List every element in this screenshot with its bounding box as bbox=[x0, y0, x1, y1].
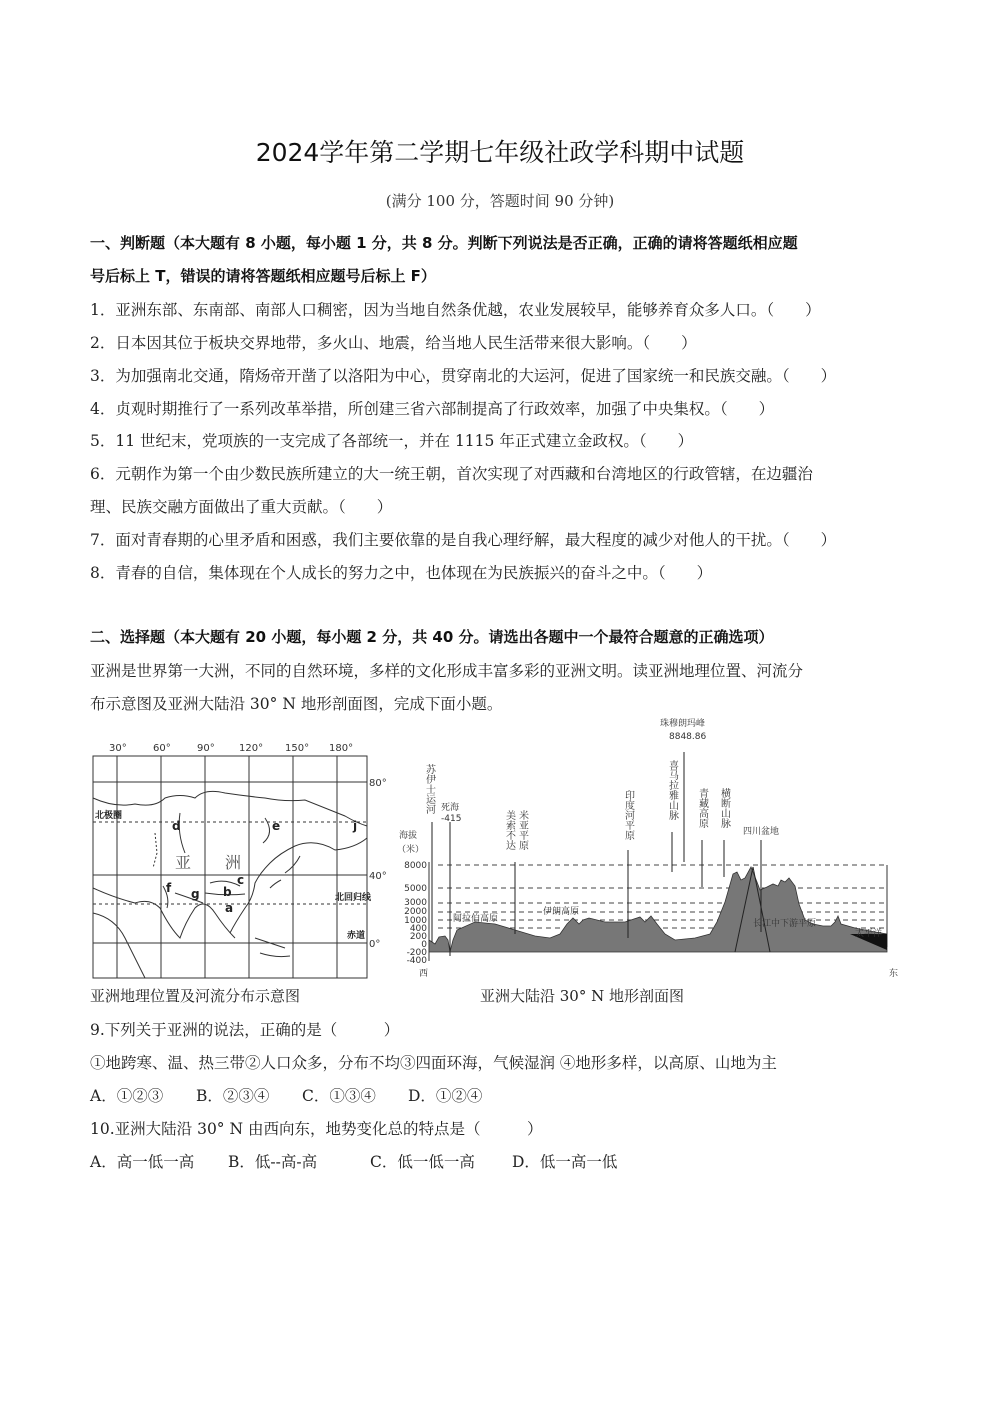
section2-intro-line1: 亚洲是世界第一大洲，不同的自然环境，多样的文化形成丰富多彩的亚洲文明。读亚洲地理位置、河流分 bbox=[90, 662, 804, 680]
question-10-option-a[interactable]: A．高一低一高 bbox=[90, 1153, 195, 1171]
y-axis-title-2: （米） bbox=[397, 845, 425, 855]
river-label-j: j bbox=[353, 819, 358, 833]
y-tick-0: 0 bbox=[421, 940, 427, 950]
river-label-c: c bbox=[237, 873, 245, 887]
exam-subtitle: (满分 100 分，答题时间 90 分钟) bbox=[385, 192, 615, 210]
iranian-plateau-label: 伊朗高原 bbox=[543, 907, 580, 917]
tropic-label: 北回归线 bbox=[335, 893, 372, 903]
coastline-africa bbox=[93, 913, 145, 978]
river-label-g: g bbox=[191, 887, 200, 901]
question-7: 7．面对青春期的心里矛盾和困惑，我们主要依靠的是自我心理纾解，最大程度的减少对他人的干扰。（ ） bbox=[90, 531, 837, 549]
lon-label-30: 30° bbox=[109, 743, 127, 754]
dead-sea-depth: -415 bbox=[441, 814, 462, 824]
pacific-label: 太平洋 bbox=[855, 929, 883, 939]
arabian-plateau-label: 阿拉伯高原 bbox=[453, 914, 499, 924]
question-9-statements: ①地跨寒、温、热三带②人口众多，分布不均③四面环海，气候湿润 ④地形多样，以高原、山地为主 bbox=[90, 1054, 777, 1072]
river-label-d: d bbox=[172, 819, 181, 833]
east-label: 东 bbox=[889, 969, 899, 979]
lon-label-150: 150° bbox=[285, 743, 310, 754]
map-caption: 亚洲地理位置及河流分布示意图 bbox=[90, 987, 301, 1005]
profile-caption: 亚洲大陆沿 30° N 地形剖面图 bbox=[480, 987, 685, 1005]
question-10-option-d[interactable]: D．低一高一低 bbox=[512, 1153, 618, 1171]
y-tick-neg200: -200 bbox=[406, 948, 427, 958]
question-3: 3．为加强南北交通，隋炀帝开凿了以洛阳为中心，贯穿南北的大运河，促进了国家统一和民族交融。（ ） bbox=[90, 367, 837, 385]
section1-heading-line1: 一、判断题（本大题有 8 小题，每小题 1 分，共 8 分。判断下列说法是否正确，正确的请将答题纸相应题 bbox=[90, 234, 798, 252]
asia-map-figure bbox=[85, 738, 395, 983]
y-tick-200: 200 bbox=[409, 932, 427, 942]
qinghai-tibet-label: 青藏高原 bbox=[696, 788, 708, 828]
river-label-b: b bbox=[223, 885, 232, 899]
lon-label-60: 60° bbox=[153, 743, 171, 754]
question-2: 2．日本因其位于板块交界地带，多火山、地震，给当地人民生活带来很大影响。（ ） bbox=[90, 334, 697, 352]
exam-title: 2024学年第二学期七年级社政学科期中试题 bbox=[255, 138, 745, 167]
question-6-line1: 6．元朝作为第一个由少数民族所建立的大一统王朝，首次实现了对西藏和台湾地区的行政管辖，在边疆治 bbox=[90, 465, 813, 483]
arctic-circle-label: 北极圈 bbox=[95, 811, 123, 821]
y-tick-3000: 3000 bbox=[404, 898, 427, 908]
sichuan-basin-label: 四川盆地 bbox=[743, 827, 780, 837]
lat-label-40: 40° bbox=[369, 871, 387, 882]
question-10-stem: 10.亚洲大陆沿 30° N 由西向东，地势变化总的特点是（ ） bbox=[90, 1120, 543, 1138]
section2-intro-line2: 布示意图及亚洲大陆沿 30° N 地形剖面图，完成下面小题。 bbox=[90, 695, 503, 713]
equator-label: 赤道 bbox=[347, 931, 366, 941]
question-9-option-c[interactable]: C．①③④ bbox=[302, 1087, 376, 1105]
lon-label-90: 90° bbox=[197, 743, 215, 754]
river-label-a: a bbox=[225, 901, 234, 915]
indus-plain-label: 印度河平原 bbox=[622, 790, 634, 840]
continent-label-ya: 亚 bbox=[175, 853, 192, 872]
y-tick-400: 400 bbox=[409, 924, 427, 934]
section1-heading-line2: 号后标上 T，错误的请将答题纸相应题号后标上 F） bbox=[90, 267, 436, 285]
y-tick-8000: 8000 bbox=[404, 861, 427, 871]
continent-label-zhou: 洲 bbox=[225, 853, 242, 872]
suez-canal-label: 苏伊士运河 bbox=[423, 764, 435, 814]
everest-height: 8848.86 bbox=[669, 732, 707, 742]
question-8: 8．青春的自信，集体现在个人成长的努力之中，也体现在为民族振兴的奋斗之中。（ ） bbox=[90, 564, 713, 582]
mesopotamia-label-2: 米亚平原 bbox=[516, 810, 528, 850]
y-tick-1000: 1000 bbox=[404, 916, 427, 926]
y-axis-title-1: 海拔 bbox=[399, 831, 418, 841]
everest-name: 珠穆朗玛峰 bbox=[660, 719, 706, 729]
coastline-north bbox=[93, 791, 367, 826]
mesopotamia-label-1: 美索不达 bbox=[503, 810, 515, 850]
lat-label-0: 0° bbox=[369, 939, 381, 950]
question-9-stem: 9.下列关于亚洲的说法，正确的是（ ） bbox=[90, 1021, 400, 1039]
yangtze-plain-label: 长江中下游平原 bbox=[753, 919, 817, 929]
section2-heading: 二、选择题（本大题有 20 小题，每小题 2 分，共 40 分。请选出各题中一个最符合题意的正确选项） bbox=[90, 628, 774, 646]
hengduan-label: 横断山脉 bbox=[718, 788, 730, 828]
y-tick-5000: 5000 bbox=[404, 884, 427, 894]
question-5: 5．11 世纪末，党项族的一支完成了各部统一，并在 1115 年正式建立金政权。（ ） bbox=[90, 432, 694, 450]
question-4: 4．贞观时期推行了一系列改革举措，所创建三省六部制提高了行政效率，加强了中央集权。（ ） bbox=[90, 400, 775, 418]
question-1: 1．亚洲东部、东南部、南部人口稠密，因为当地自然条优越，农业发展较早，能够养育众多人口。（ ） bbox=[90, 301, 821, 319]
lon-label-180: 180° bbox=[329, 743, 354, 754]
question-9-option-b[interactable]: B．②③④ bbox=[196, 1087, 270, 1105]
river-label-f: f bbox=[166, 881, 172, 895]
coastline-east bbox=[230, 838, 367, 933]
lat-label-80: 80° bbox=[369, 778, 387, 789]
dead-sea-label: 死海 bbox=[441, 803, 460, 813]
y-tick-2000: 2000 bbox=[404, 907, 427, 917]
question-9-option-a[interactable]: A．①②③ bbox=[90, 1087, 164, 1105]
question-9-option-d[interactable]: D．①②④ bbox=[408, 1087, 483, 1105]
question-10-option-b[interactable]: B．低--高-高 bbox=[228, 1153, 318, 1171]
question-10-option-c[interactable]: C．低一低一高 bbox=[370, 1153, 475, 1171]
himalaya-label: 喜马拉雅山脉 bbox=[666, 760, 678, 820]
japan-islands bbox=[270, 856, 300, 888]
question-6-line2: 理、民族交融方面做出了重大贡献。（ ） bbox=[90, 498, 393, 516]
west-label: 西 bbox=[419, 969, 429, 979]
terrain-profile-figure bbox=[395, 712, 915, 982]
terrain-area bbox=[429, 867, 887, 952]
lon-label-120: 120° bbox=[239, 743, 264, 754]
indonesia-islands bbox=[255, 938, 290, 957]
river-label-e: e bbox=[272, 819, 281, 833]
coastline-south-asia bbox=[93, 888, 235, 938]
river-ural bbox=[153, 833, 157, 868]
y-tick-neg400: -400 bbox=[406, 956, 427, 966]
